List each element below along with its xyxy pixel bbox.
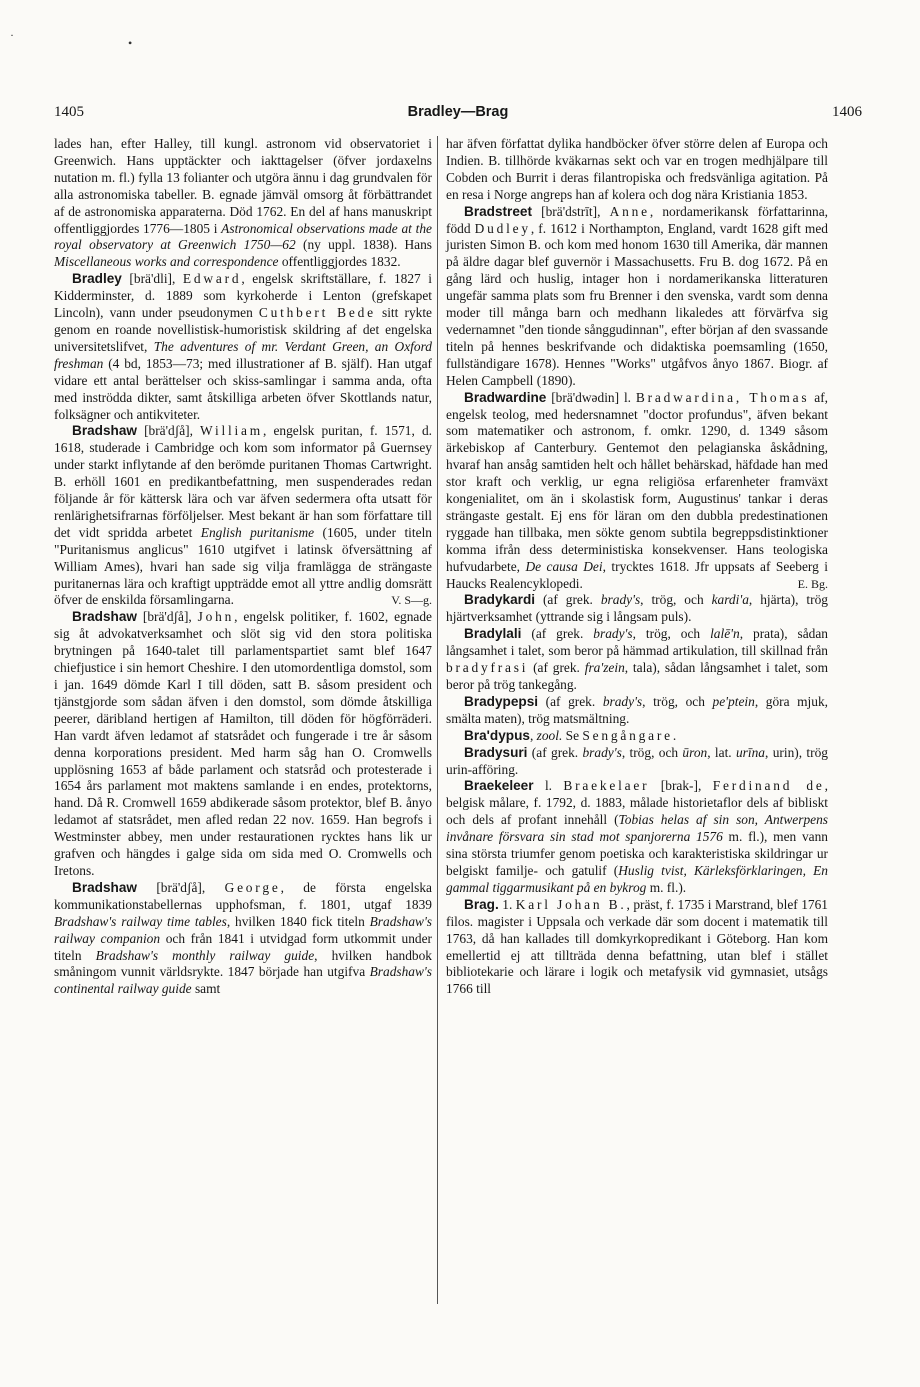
entry-text: (af grek.	[538, 693, 603, 709]
italic-title: kardi'a	[711, 592, 749, 608]
italic-title: English puritanisme	[200, 524, 315, 540]
italic-title: Bradshaw's continental railway guide	[54, 964, 432, 997]
italic-title: Bradshaw's monthly railway guide	[95, 947, 315, 963]
spaced-name: Sengångare	[582, 727, 673, 743]
entry-text: .	[672, 727, 677, 743]
entry-text: Se	[562, 727, 583, 743]
entry-headword: Bradshaw	[72, 609, 137, 625]
dictionary-entry	[446, 745, 828, 779]
spaced-name: Ferdinand de	[712, 778, 825, 794]
entry-text: , lat.	[707, 744, 736, 760]
italic-title: The adventures of mr. Verdant Green, an Oxford freshman	[54, 338, 432, 371]
italic-title: urīna	[735, 744, 766, 760]
italic-title: Huslig tvist, Kärleksförklaringen, En gammal tiggarmusikant på en bykrog	[446, 862, 829, 895]
entry-headword: Bradylali	[464, 626, 522, 642]
entry-text: , trög, och	[621, 744, 683, 760]
italic-title: Astronomical observations made at the royal observatory at Greenwich 1750—62	[54, 220, 432, 253]
page-number-left: 1405	[54, 104, 84, 120]
italic-title: ūron	[682, 744, 708, 760]
entry-text: m. fl.), men vann sina största triumfer genom poetiska och karakteristiska skildringar ur belgiskt familje- och gatulif (	[446, 829, 828, 878]
entry-text: [brä'dʃå],	[136, 609, 198, 625]
entry-text: har äfven författat dylika handböcker öfver större delen af Europa och Indien. B. tillhörde kväkarnas sekt och var en trogen medhjälpare till Cobden och Burrit i deras filantropiska och fredsvänliga agitation. På en resa i Norge angreps han af kolera och dog nära Kristiania 1853.	[446, 136, 828, 202]
entry-text: 1.	[498, 896, 516, 912]
entry-headword: Bradley	[72, 271, 122, 287]
entry-text: , trög, och	[632, 626, 711, 642]
entry-text: , hvilken 1840 fick titeln	[226, 913, 370, 929]
entry-text: [brä'dʃå],	[136, 879, 225, 895]
entry-headword: Bradstreet	[464, 203, 532, 219]
entry-text: och från 1841 i utvidgad form utkommit under titeln	[54, 930, 432, 963]
entry-text: af, engelsk teolog, med hedersnamnet "doctor profundus", äfven bekant som matematiker och astronom, f. omkr. 1290, d. 1349 såsom ärkebiskop af Canterbury. Gentemot den pelagianska åskådning, hvaraf han ansåg samtiden helt och hållet behärskad, häfdade han med stor kraft och verklig, ur egna religiösa erfarenheter framväxt kongenialitet, om än i skolastisk form, Augustinus' tankar i deras strängaste gestalt. Ej ens för läran om den dubbla predestinationen ryggade han tillbaka, men sökte genom subtila begreppsdistinktioner komma ifrån dess deterministiska konsekvenser. Hans teologiska hufvudarbete,	[446, 389, 828, 574]
entry-headword: Bradypepsi	[464, 693, 539, 709]
entry-text: , trög, och	[642, 693, 713, 709]
entry-headword: Bradykardi	[464, 592, 536, 608]
speck-mark: •	[128, 36, 133, 50]
entry-text: , göra mjuk, smälta maten), trög matsmältning.	[446, 693, 829, 726]
entry-text: (af grek.	[527, 744, 583, 760]
entry-text: , engelsk politiker, f. 1602, egnade sig åt advokatverksamhet och slöt sig vid den stora politiska brytningen på 1640-talet till parlamentspartiet samt blef 1647 chiefjustice i sin hemort Cheshire. I den utomordentliga domstol, som i jan. 1649 dömde Karl I till döden, satt B. såsom president och tjänstgjorde som sådan äfven i den domstol, som dömde åtskilliga peerer, däribland hertigen af Hamilton, till döden för högförräderi. Han vardt äfven ledamot af statsrådet och fungerade i tre år såsom denna korporations president. Med harm såg han O. Cromwells upplösning 1653 af både parlament och statsråd och protesterade i 1654 års parlament mot maktens samlande i en endes, protektorns, hand. Då R. Cromwell 1659 abdikerade såsom protektor, blef B. ånyo ledamot af statsrådet, men afled redan 22 nov. 1659. Han begrofs i Westminster abbey, men under restaurationen rycktes hans lik ur grafven och hängdes i galge sida om sida med O. Cromwells och Iretons.	[54, 609, 432, 878]
entry-text: m. fl.).	[646, 879, 687, 895]
italic-title: brady's	[602, 693, 643, 709]
entry-text: , engelsk skriftställare, f. 1827 i Kidderminster, d. 1889 som kyrkoherde i Lenton (grefskapet Lincoln), vann under pseudonymen	[54, 271, 433, 321]
entry-text: (4 bd, 1853—73; med illustrationer af B. själf). Han utgaf vidare ett antal berättelser och skiss-samlingar i samma anda, ofta med inströdda dikter, samt åtskilliga arbeten öfver Skottlands natur, folksägner och antikviteter.	[54, 355, 432, 422]
entry-text: , de första engelska kommunikationstabellernas upphofsman, f. 1801, utgaf 1839	[54, 879, 432, 912]
page-header	[54, 104, 862, 126]
dictionary-entry	[446, 778, 828, 896]
entry-headword: Bradshaw	[72, 423, 137, 439]
dictionary-entry	[54, 423, 432, 609]
dictionary-entry	[54, 609, 432, 880]
entry-text: sitt rykte genom en roande novellistisk-humoristisk skildring af det engelska universitetslifvet,	[54, 305, 433, 354]
spaced-name: William	[200, 423, 263, 439]
dictionary-entry	[446, 694, 828, 728]
entry-text: (af grek.	[535, 592, 601, 608]
entry-text: , engelsk puritan, f. 1571, d. 1618, studerade i Cambridge och kom som informator på Guernsey under starkt inflytande af den berömde puritanen Thomas Cartwright. B. erhöll 1601 en predikantbefattning, men suspenderades redan följande år för kättersk lära och var äfven sedermera ofta utsatt för renlärighetsifrarnas förföljelser. Mest bekant är han som författare till det vidt spridda arbetet	[54, 423, 432, 540]
italic-title: zool.	[536, 727, 563, 743]
entry-text: offentliggjordes 1832.	[278, 254, 401, 270]
italic-title: De causa Dei	[525, 558, 603, 574]
speck-mark: ·	[10, 28, 14, 42]
spaced-name: Braekelaer	[563, 778, 650, 794]
entry-text: , urin), trög urin-afföring.	[446, 744, 828, 777]
spaced-name: Dudley	[474, 220, 531, 236]
entry-text: [brak-],	[649, 778, 713, 794]
italic-title: lalē'n	[710, 626, 740, 642]
dictionary-entry	[446, 728, 828, 745]
italic-title: Tobias helas af sin son, Antwerpens invånare försvara sin stad mot spanjorerna 1576	[446, 812, 828, 845]
spaced-name: Karl Johan B.	[515, 896, 627, 912]
entry-text: ,	[529, 727, 537, 743]
entry-text: , trycktes 1618. Jfr uppsats af Seeberg i Haucks Realencyklopedi.	[446, 558, 828, 591]
entry-text: , trög, och	[640, 592, 712, 608]
italic-title: brady's	[600, 592, 641, 608]
entry-text: , hjärta), trög hjärtverksamhet (yttrande sig i långsam puls).	[446, 592, 828, 625]
left-column	[54, 136, 432, 998]
entry-text: (1605, under titeln "Puritanismus anglicus" 1610 utgifvet i latinsk öfversättning af William Ames), hvari han sade sig vilja framlägga de strängaste puritanernas lära och kraftigt uppträdde emot all yttre andlig domsrätt öfver de enskilda församlingarna.	[54, 524, 432, 608]
entry-text: [brä'dli],	[121, 271, 183, 287]
entry-text: [brä'dʃå],	[136, 423, 201, 439]
entry-headword: Bradwardine	[464, 389, 547, 405]
entry-text: , belgisk målare, f. 1792, d. 1883, målade historietaflor dels af bibliskt och dels af profant innehåll (	[446, 778, 828, 828]
italic-title: Bradshaw's railway time tables	[54, 913, 227, 929]
continued-paragraph	[54, 136, 432, 271]
spaced-name: Bradwardina, Thomas	[635, 389, 810, 405]
spaced-name: Anne	[609, 203, 650, 219]
dictionary-entry	[446, 390, 828, 593]
dictionary-entry	[54, 880, 432, 998]
entry-text: (ny uppl. 1838). Hans	[295, 237, 432, 253]
author-signature: E. Bg.	[797, 576, 828, 591]
dictionary-entry	[54, 271, 432, 423]
entry-headword: Bradshaw	[72, 879, 137, 895]
entry-headword: Bradysuri	[464, 744, 528, 760]
spaced-name: John	[197, 609, 235, 625]
right-column	[446, 136, 828, 998]
entry-text: , tala), sådan långsamhet i talet, som beror på trög tankegång.	[446, 660, 828, 692]
dictionary-entry	[446, 897, 828, 998]
dictionary-entry	[446, 592, 828, 626]
page-number-right: 1406	[832, 104, 862, 120]
entry-text: [brä'dwədin] l.	[546, 389, 636, 405]
italic-title: brady's	[593, 626, 633, 642]
spaced-name: Cuthbert Bede	[258, 305, 376, 321]
running-title: Bradley—Brag	[407, 104, 509, 120]
italic-title: pe'ptein	[712, 693, 755, 709]
entry-text: , f. 1612 i Northampton, England, vardt 1628 gift med juristen Simon B. och kom med honom 1630 till Amerika, där mannen på äldre dagar blef guvernör i Massachusetts. Fru B. dog 1672. På en gång lärd och huslig, intager hon i nordamerikanska litteraturen ungefär samma plats som fru Brenner i den svenska, vardt som denna moder till många barn och medhann likaledes att förvärfva sig vedernamnet "den tionde sånggudinnan", efter början af den svassande titeln på hennes beskrifvande och didaktiska poemsamling (1650, fullständigare 1678). Hennes "Works" utgåfvos ånyo 1867. Biogr. af Helen Campbell (1890).	[446, 220, 828, 388]
continued-paragraph	[446, 136, 828, 204]
entry-text: [brä'dstrīt],	[532, 203, 610, 219]
spaced-name: Edward	[182, 271, 242, 287]
column-divider	[437, 136, 438, 1304]
spaced-name: George	[224, 879, 281, 895]
entry-headword: Bra'dypus	[464, 727, 530, 743]
entry-text: l.	[533, 778, 564, 794]
italic-title: brady's	[582, 744, 622, 760]
entry-text: , hvilken handbok småningom vunnit världsrykte. 1847 började han utgifva	[54, 947, 432, 980]
italic-title: fra'zein	[584, 660, 625, 676]
author-signature: V. S—g.	[391, 593, 432, 608]
dictionary-entry	[446, 204, 828, 390]
italic-title: Bradshaw's railway companion	[54, 913, 433, 946]
entry-text: , präst, f. 1735 i Marstrand, blef 1761 filos. magister i Uppsala och verkade där som docent i matematik till 1763, då han kallades till domkyrkopredikant i Göteborg. Han kom emellertid ej att tillträda denna befattning, utan blef i stället bibliotekarie och lärare i logik och metafysik vid gymnasiet, utsågs 1766 till	[446, 896, 828, 997]
spaced-name: bradyfrasi	[446, 660, 529, 676]
entry-text: , nordamerikansk författarinna, född	[446, 203, 829, 236]
italic-title: Miscellaneous works and correspondence	[54, 254, 279, 270]
entry-headword: Brag.	[464, 896, 499, 912]
entry-text: samt	[191, 981, 221, 997]
entry-text: (af grek.	[521, 626, 594, 642]
dictionary-entry	[446, 626, 828, 694]
entry-headword: Braekeleer	[464, 778, 534, 794]
entry-text: (af grek.	[528, 660, 585, 676]
entry-text: , prata), sådan långsamhet i talet, som beror på hämmad artikulation, till skillnad från	[446, 626, 829, 659]
entry-text: lades han, efter Halley, till kungl. astronom vid observatoriet i Greenwich. Hans upptäckter och iakttagelser (öfver jordaxelns nutation m. fl.) fylla 13 folianter och utgöra ännu i dag grundvalen för alla astronomiska tabeller. B. egnade jämväl omsorg åt förbättrandet af de astronomiska apparaterna. Död 1762. En del af hans manuskript offentliggjordes 1776—1805 i	[54, 136, 432, 236]
